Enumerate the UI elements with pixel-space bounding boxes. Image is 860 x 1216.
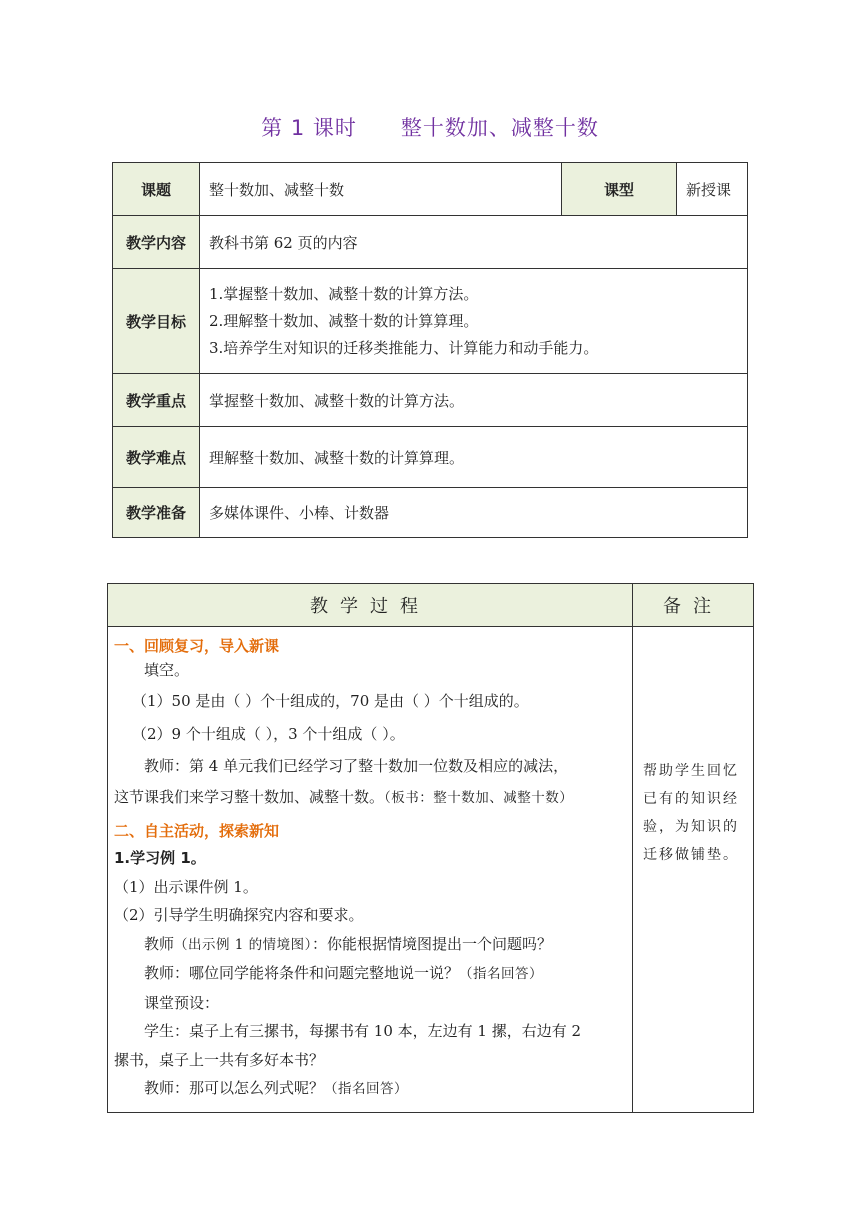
row-content xyxy=(113,216,748,269)
difficult-label: 教学难点 xyxy=(113,427,200,488)
teacher-intro-line-1: 教师：第 4 单元我们已经学习了整十数加一位数及相应的减法， xyxy=(144,757,569,775)
row-topic xyxy=(113,163,748,216)
teacher-intro-line-2 xyxy=(114,783,627,813)
content-value: 教科书第 62 页的内容 xyxy=(200,216,748,269)
prep-label: 教学准备 xyxy=(113,488,200,538)
process-body xyxy=(108,627,633,1113)
teacher-question-2: 教师：哪位同学能将条件和问题完整地说一说？（指名回答） xyxy=(144,964,544,982)
section-explore-title: 二、自主活动，探索新知 xyxy=(114,822,280,840)
teacher-question-1: 教师（出示例 1 的情境图）：你能根据情境图提出一个问题吗？ xyxy=(144,934,552,953)
fill-blank-label: 填空。 xyxy=(144,661,190,679)
question-2: （2）9 个十组成（ ），3 个十组成（ ）。 xyxy=(132,724,405,743)
remark-note: 帮助学生回忆已有的知识经验，为知识的迁移做铺垫。 xyxy=(633,627,754,1113)
goal-item: 1.掌握整十数加、减整十数的计算方法。 xyxy=(209,284,479,303)
type-value: 新授课 xyxy=(677,163,748,216)
question-1: （1）50 是由（ ）个十组成的，70 是由（ ）个十组成的。 xyxy=(132,692,529,710)
teacher-intro-text: 这节课我们来学习整十数加、减整十数。 xyxy=(114,787,385,806)
process-header-row xyxy=(108,584,754,627)
student-line-1: 学生：桌子上有三摞书，每摞书有 10 本，左边有 1 摞，右边有 2 xyxy=(144,1022,582,1040)
process-content-row xyxy=(108,627,754,1113)
type-label: 课型 xyxy=(562,163,677,216)
lesson-number: 第 1 课时 xyxy=(261,116,357,140)
note-header: 备注 xyxy=(633,584,754,627)
step-2: （2）引导学生明确探究内容和要求。 xyxy=(114,906,364,924)
teaching-process-table xyxy=(107,583,754,1113)
page-title xyxy=(0,112,860,142)
goal-item: 2.理解整十数加、减整十数的计算算理。 xyxy=(209,311,479,330)
goals-label: 教学目标 xyxy=(113,269,200,374)
content-label: 教学内容 xyxy=(113,216,200,269)
topic-value: 整十数加、减整十数 xyxy=(200,163,562,216)
prep-value: 多媒体课件、小棒、计数器 xyxy=(200,488,748,538)
row-goals xyxy=(113,269,748,374)
goals-list xyxy=(200,269,748,374)
answer-note: （指名回答） xyxy=(459,966,544,982)
scene-note: （出示例 1 的情境图） xyxy=(174,936,312,953)
lesson-info-table xyxy=(112,162,748,538)
topic-label: 课题 xyxy=(113,163,200,216)
student-line-2: 摞书，桌子上一共有多好本书？ xyxy=(114,1050,325,1069)
row-prep xyxy=(113,488,748,538)
preset-label: 课堂预设： xyxy=(144,993,220,1012)
key-label: 教学重点 xyxy=(113,374,200,427)
lesson-topic: 整十数加、减整十数 xyxy=(400,116,599,140)
step-1: （1）出示课件例 1。 xyxy=(114,877,258,896)
board-note: （板书：整十数加、减整十数） xyxy=(384,789,574,806)
row-difficult xyxy=(113,427,748,488)
teacher-question-3: 教师：那可以怎么列式呢？（指名回答） xyxy=(144,1079,409,1097)
difficult-value: 理解整十数加、减整十数的计算算理。 xyxy=(200,427,748,488)
process-header: 教学过程 xyxy=(108,584,633,627)
answer-note: （指名回答） xyxy=(324,1081,409,1097)
key-value: 掌握整十数加、减整十数的计算方法。 xyxy=(200,374,748,427)
example-1-heading: 1.学习例 1。 xyxy=(114,849,206,867)
goal-item: 3.培养学生对知识的迁移类推能力、计算能力和动手能力。 xyxy=(209,338,599,357)
section-review-title: 一、回顾复习，导入新课 xyxy=(114,637,280,655)
row-key xyxy=(113,374,748,427)
